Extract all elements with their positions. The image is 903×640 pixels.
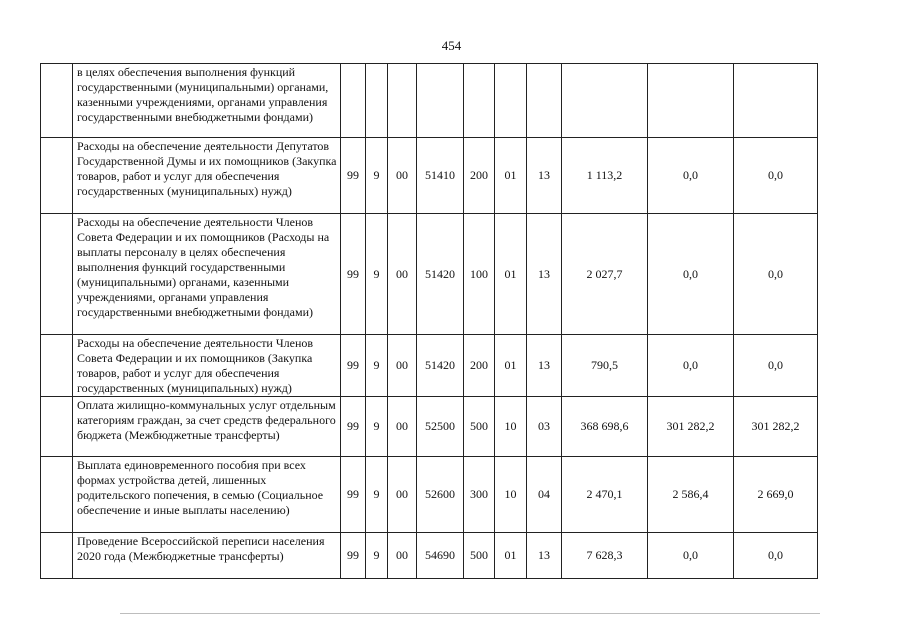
program-cell: 99: [341, 138, 366, 214]
section-cell: 10: [495, 457, 527, 533]
direction-cell: 51410: [417, 138, 464, 214]
subprogram-cell: 9: [366, 214, 388, 335]
table-row: [41, 533, 818, 579]
amount-3-cell: 301 282,2: [734, 397, 818, 457]
table-row: [41, 335, 818, 397]
expense-type-cell: 500: [464, 533, 495, 579]
subsection-cell: 13: [527, 533, 562, 579]
row-number-cell: [41, 64, 73, 138]
expense-type-cell: 200: [464, 138, 495, 214]
expense-type-cell: 300: [464, 457, 495, 533]
expense-type-cell: 200: [464, 335, 495, 397]
amount-3-cell: [734, 64, 818, 138]
amount-2-cell: [648, 64, 734, 138]
amount-2-cell: 0,0: [648, 335, 734, 397]
direction-cell: [417, 64, 464, 138]
row-number-cell: [41, 214, 73, 335]
subprogram-cell: 9: [366, 457, 388, 533]
amount-1-cell: 2 470,1: [562, 457, 648, 533]
group-cell: [388, 64, 417, 138]
table-row: [41, 138, 818, 214]
subsection-cell: 13: [527, 214, 562, 335]
amount-2-cell: 0,0: [648, 138, 734, 214]
table-row: [41, 397, 818, 457]
group-cell: 00: [388, 533, 417, 579]
description-cell: Расходы на обеспечение деятельности Депутатов Государственной Думы и их помощников (Закупка товаров, работ и услуг для обеспечения государственных (муниципальных) нужд): [73, 138, 341, 214]
direction-cell: 51420: [417, 214, 464, 335]
table-row: [41, 64, 818, 138]
program-cell: 99: [341, 214, 366, 335]
amount-2-cell: 0,0: [648, 533, 734, 579]
row-number-cell: [41, 335, 73, 397]
subsection-cell: [527, 64, 562, 138]
direction-cell: 51420: [417, 335, 464, 397]
group-cell: 00: [388, 397, 417, 457]
program-cell: 99: [341, 397, 366, 457]
amount-1-cell: 368 698,6: [562, 397, 648, 457]
program-cell: 99: [341, 457, 366, 533]
group-cell: 00: [388, 335, 417, 397]
subprogram-cell: 9: [366, 138, 388, 214]
description-cell: Оплата жилищно-коммунальных услуг отдельным категориям граждан, за счет средств федерального бюджета (Межбюджетные трансферты): [73, 397, 341, 457]
program-cell: 99: [341, 335, 366, 397]
row-number-cell: [41, 533, 73, 579]
section-cell: 10: [495, 397, 527, 457]
subsection-cell: 13: [527, 335, 562, 397]
direction-cell: 52500: [417, 397, 464, 457]
section-cell: 01: [495, 214, 527, 335]
group-cell: 00: [388, 138, 417, 214]
amount-3-cell: 0,0: [734, 138, 818, 214]
section-cell: 01: [495, 138, 527, 214]
description-cell: Расходы на обеспечение деятельности Членов Совета Федерации и их помощников (Расходы на выплаты персоналу в целях обеспечения выполнения функций государственными (муниципальными) органами, казенными учреждениями, органами управления государственными внебюджетными фондами): [73, 214, 341, 335]
expense-type-cell: [464, 64, 495, 138]
subsection-cell: 03: [527, 397, 562, 457]
amount-1-cell: 7 628,3: [562, 533, 648, 579]
subprogram-cell: 9: [366, 533, 388, 579]
subprogram-cell: 9: [366, 397, 388, 457]
table-row: [41, 214, 818, 335]
amount-2-cell: 2 586,4: [648, 457, 734, 533]
row-number-cell: [41, 138, 73, 214]
group-cell: 00: [388, 214, 417, 335]
amount-2-cell: 301 282,2: [648, 397, 734, 457]
description-cell: в целях обеспечения выполнения функций государственными (муниципальными) органами, казенными учреждениями, органами управления государственными внебюджетными фондами): [73, 64, 341, 138]
row-number-cell: [41, 397, 73, 457]
group-cell: 00: [388, 457, 417, 533]
row-number-cell: [41, 457, 73, 533]
section-cell: 01: [495, 335, 527, 397]
amount-3-cell: 0,0: [734, 335, 818, 397]
amount-1-cell: 2 027,7: [562, 214, 648, 335]
amount-3-cell: 0,0: [734, 533, 818, 579]
amount-1-cell: 790,5: [562, 335, 648, 397]
description-cell: Выплата единовременного пособия при всех формах устройства детей, лишенных родительского попечения, в семью (Социальное обеспечение и иные выплаты населению): [73, 457, 341, 533]
program-cell: [341, 64, 366, 138]
amount-2-cell: 0,0: [648, 214, 734, 335]
subprogram-cell: 9: [366, 335, 388, 397]
subsection-cell: 04: [527, 457, 562, 533]
amount-1-cell: [562, 64, 648, 138]
page-number: 454: [441, 38, 462, 53]
budget-table: [40, 63, 818, 579]
table-row: [41, 457, 818, 533]
subsection-cell: 13: [527, 138, 562, 214]
direction-cell: 54690: [417, 533, 464, 579]
description-cell: Расходы на обеспечение деятельности Членов Совета Федерации и их помощников (Закупка товаров, работ и услуг для обеспечения государственных (муниципальных) нужд): [73, 335, 341, 397]
amount-3-cell: 0,0: [734, 214, 818, 335]
expense-type-cell: 500: [464, 397, 495, 457]
section-cell: 01: [495, 533, 527, 579]
direction-cell: 52600: [417, 457, 464, 533]
amount-3-cell: 2 669,0: [734, 457, 818, 533]
expense-type-cell: 100: [464, 214, 495, 335]
amount-1-cell: 1 113,2: [562, 138, 648, 214]
section-cell: [495, 64, 527, 138]
subprogram-cell: [366, 64, 388, 138]
description-cell: Проведение Всероссийской переписи населения 2020 года (Межбюджетные трансферты): [73, 533, 341, 579]
scan-artifact-line: [120, 613, 820, 614]
program-cell: 99: [341, 533, 366, 579]
